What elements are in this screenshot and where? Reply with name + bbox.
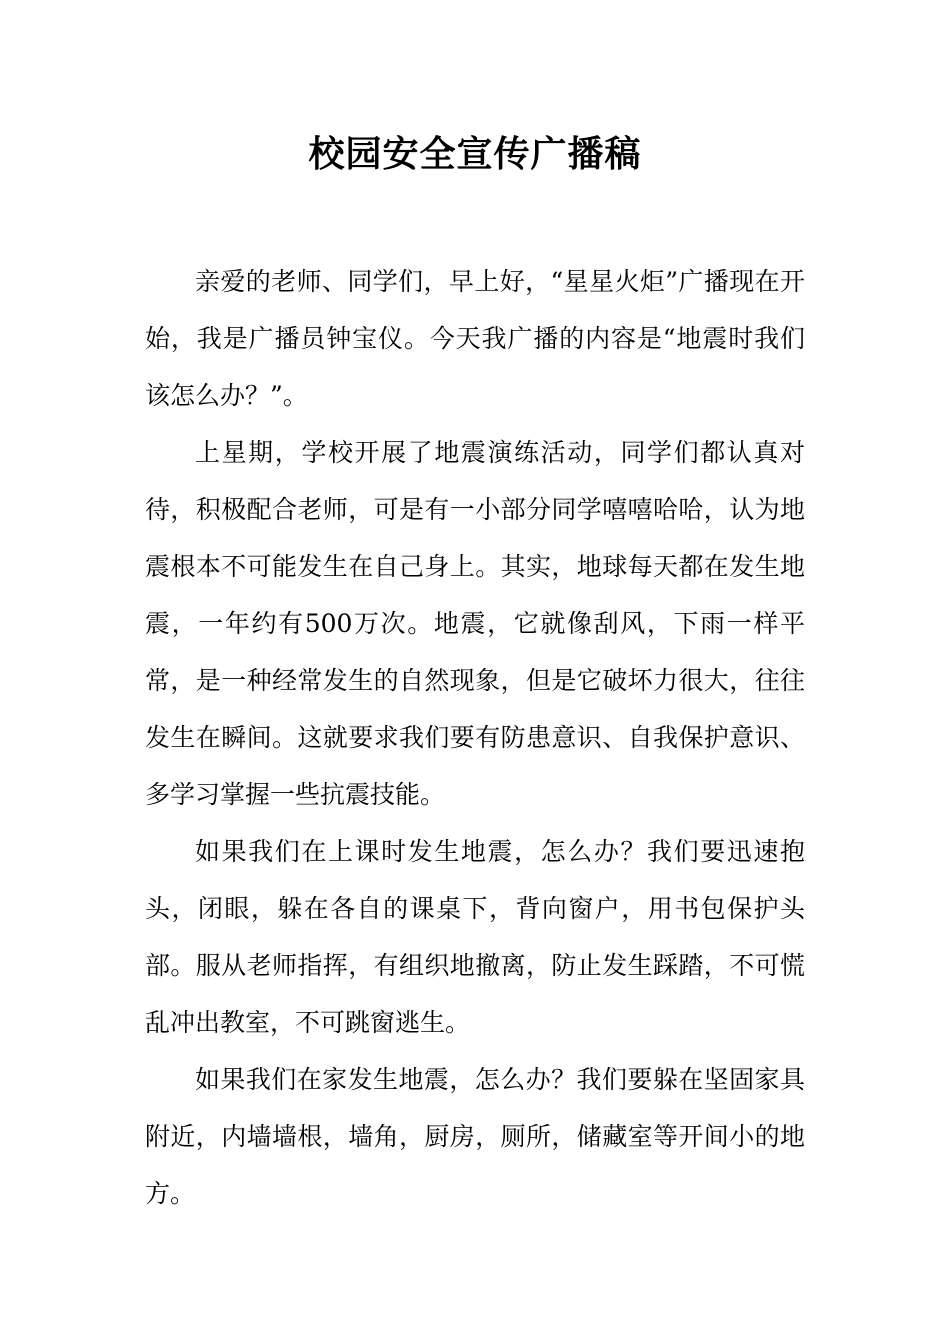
document-body	[145, 253, 805, 1222]
paragraph-home: 如果我们在家发生地震，怎么办？我们要躲在坚固家具附近，内墙墙根，墙角，厨房，厕所，储藏室等开间小的地方。	[145, 1065, 805, 1208]
paragraph-drill: 上星期，学校开展了地震演练活动，同学们都认真对待，积极配合老师，可是有一小部分同学嘻嘻哈哈，认为地震根本不可能发生在自己身上。其实，地球每天都在发生地震，一年约有500万次。地震，它就像刮风，下雨一样平常，是一种经常发生的自然现象，但是它破坏力很大，往往发生在瞬间。这就要求我们要有防患意识、自我保护意识、多学习掌握一些抗震技能。	[145, 438, 805, 809]
document-title: 校园安全宣传广播稿	[308, 133, 642, 175]
paragraph-classroom: 如果我们在上课时发生地震，怎么办？我们要迅速抱头，闭眼，躲在各自的课桌下，背向窗户，用书包保护头部。服从老师指挥，有组织地撤离，防止发生踩踏，不可慌乱冲出教室，不可跳窗逃生。	[145, 837, 805, 1037]
paragraph-intro: 亲爱的老师、同学们，早上好，“星星火炬”广播现在开始，我是广播员钟宝仪。今天我广播的内容是“地震时我们该怎么办？”。	[145, 267, 805, 410]
